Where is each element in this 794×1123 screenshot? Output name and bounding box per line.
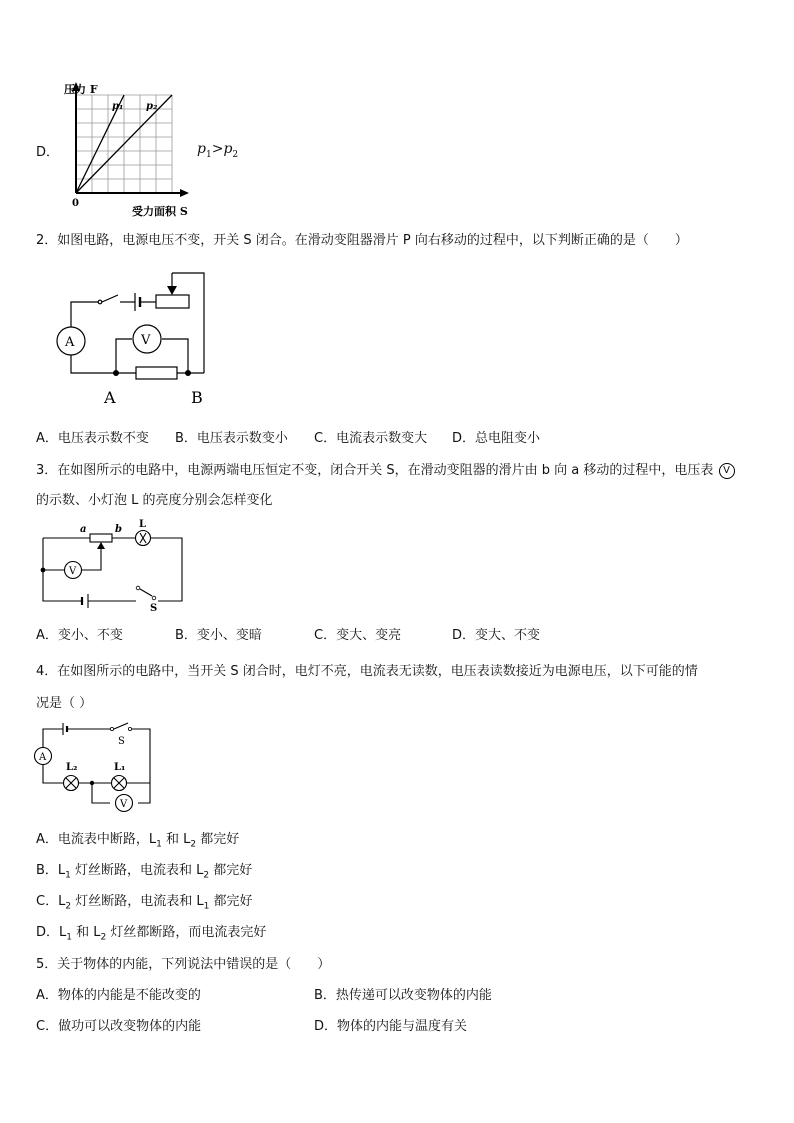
q2-option-c: C．电流表示数变大 (314, 431, 428, 446)
q4-voltmeter-symbol: V (120, 799, 128, 810)
q3-label-switch: S (150, 603, 158, 614)
x-axis-arrow (180, 189, 189, 197)
q4-stem-line2: 况是（ ） (36, 696, 93, 711)
pressure-area-graph (60, 80, 200, 225)
series-label-p2: p₂ (146, 101, 158, 112)
q4-label-l1: L₁ (114, 762, 126, 773)
q4-option-d: D．$L_1$ 和 $L_2$ 灯丝都断路，而电流表完好 (36, 925, 267, 943)
y-axis-label: 压力 F (64, 83, 98, 96)
q2-node-b: B (191, 388, 203, 407)
pressure-relation: $p_1>p_2$ (197, 141, 239, 160)
x-axis-label: 受力面积 S (132, 205, 188, 218)
q3-stem-line2: 的示数、小灯泡 L 的亮度分别会怎样变化 (36, 493, 273, 508)
lamp-l1 (112, 776, 127, 791)
q3-option-c: C．变大、变亮 (314, 628, 402, 643)
q2-option-a: A．电压表示数不变 (36, 431, 149, 446)
q4-ammeter-symbol: A (39, 752, 47, 763)
voltmeter-inline-icon: V (719, 463, 735, 479)
q4-option-a: A．电流表中断路，$L_1$ 和 $L_2$ 都完好 (36, 832, 240, 850)
q2-stem: 2．如图电路，电源电压不变，开关 S 闭合。在滑动变阻器滑片 P 向右移动的过程中，以下判断正确的是（ ） (36, 233, 688, 248)
q5-option-d: D．物体的内能与温度有关 (314, 1019, 468, 1034)
q2-option-b: B．电压表示数变小 (175, 431, 288, 446)
q3-label-lamp: L (139, 519, 147, 530)
q3-stem-line1: 3．在如图所示的电路中，电源两端电压恒定不变，闭合开关 S，在滑动变阻器的滑片由 b 向 a 移动的过程中，电压表 V (36, 459, 735, 479)
q2-node-a: A (104, 388, 116, 407)
q3-label-a: a (80, 524, 87, 535)
q4-option-c: C．$L_2$ 灯丝断路，电流表和 $L_1$ 都完好 (36, 894, 253, 912)
lamp-l2 (64, 776, 79, 791)
q3-option-d: D．变大、不变 (452, 628, 541, 643)
q2-circuit-diagram (50, 265, 220, 405)
q3-voltmeter-symbol: V (69, 566, 77, 577)
q4-stem-line1: 4．在如图所示的电路中，当开关 S 闭合时，电灯不亮，电流表无读数，电压表读数接近为电源电压，以下可能的情 (36, 664, 698, 679)
q2-ammeter-symbol: A (65, 335, 75, 350)
q3-circuit-diagram (38, 518, 188, 614)
q4-label-l2: L₂ (66, 762, 78, 773)
q4-circuit-diagram (34, 720, 159, 810)
q5-option-b: B．热传递可以改变物体的内能 (314, 988, 492, 1003)
q4-label-switch: S (118, 736, 125, 747)
origin-label: 0 (72, 198, 79, 209)
q3-label-b: b (115, 524, 122, 535)
series-label-p1: p₁ (112, 101, 124, 112)
q1-option-d-label: D． (36, 145, 60, 160)
q4-option-b: B．$L_1$ 灯丝断路，电流表和 $L_2$ 都完好 (36, 863, 253, 881)
q3-option-a: A．变小、不变 (36, 628, 123, 643)
q5-option-c: C．做功可以改变物体的内能 (36, 1019, 202, 1034)
q5-stem: 5．关于物体的内能，下列说法中错误的是（ ） (36, 957, 331, 972)
q2-voltmeter-symbol: V (141, 333, 151, 348)
q3-option-b: B．变小、变暗 (175, 628, 262, 643)
q5-option-a: A．物体的内能是不能改变的 (36, 988, 201, 1003)
q2-option-d: D．总电阻变小 (452, 431, 541, 446)
